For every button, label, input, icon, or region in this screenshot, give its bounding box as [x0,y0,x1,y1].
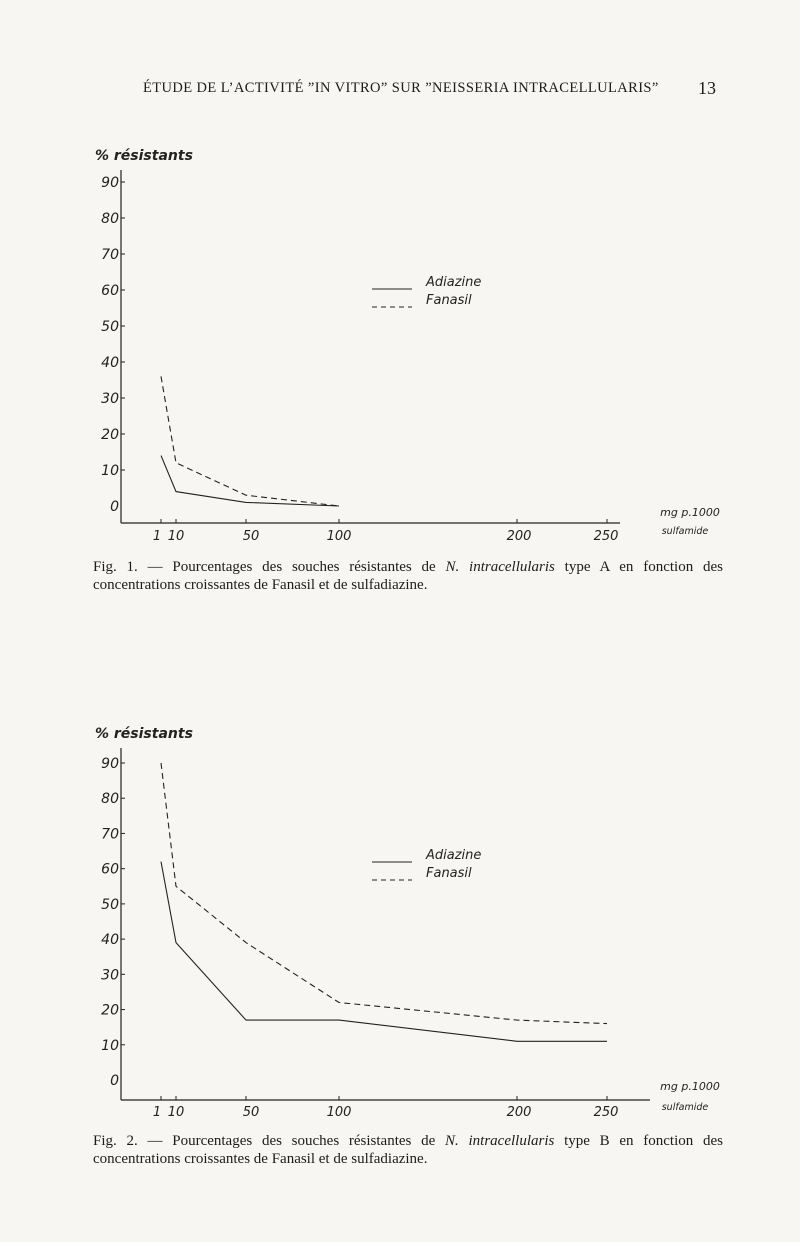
page-number: 13 [698,78,716,98]
figure-1-caption [93,558,723,594]
figure-2-caption [93,1132,723,1168]
x-axis-label: sulfamide [661,1102,709,1113]
y-tick-label: 90 [101,756,119,772]
y-tick-label: 80 [101,791,119,808]
species-name: N. intracellularis [445,559,555,575]
x-tick-label: 50 [242,1105,260,1120]
y-tick-label: 0 [110,1073,119,1089]
figure-1-chart [0,140,800,550]
y-tick-label: 40 [101,932,119,949]
x-tick-label: 1 [152,529,162,544]
caption-label: Fig. 2. [93,1133,138,1149]
x-tick-label: 10 [167,529,185,544]
y-tick-label: 80 [101,211,119,227]
y-tick-label: 60 [101,283,119,299]
caption-label: Fig. 1. [93,559,138,575]
y-tick-label: 70 [101,247,119,263]
x-tick-label: 250 [593,1105,619,1120]
x-tick-label: 10 [167,1105,185,1120]
legend-label-adiazine: Adiazine [426,275,482,290]
y-tick-label: 30 [101,967,119,984]
y-tick-label: 20 [101,1002,119,1019]
y-tick-label: 70 [101,826,119,843]
y-tick-label: 50 [101,319,119,335]
y-tick-label: 10 [101,463,119,479]
x-tick-label: 50 [242,529,260,544]
y-tick-label: 30 [101,391,119,407]
x-axis-unit-label: mg p.1000 [660,1080,720,1093]
running-title: ÉTUDE DE L’ACTIVITÉ ”IN VITRO” SUR ”NEISSERIA INTRACELLULARIS” [143,80,659,96]
legend-label-fanasil: Fanasil [426,293,472,308]
x-tick-label: 100 [326,529,352,544]
series-line-adiazine [161,456,339,506]
caption-text: Pourcentages des souches résistantes de [172,559,446,575]
y-tick-label: 10 [101,1037,119,1054]
caption-dash: — [137,1133,173,1149]
series-line-fanasil [161,376,339,506]
x-tick-label: 1 [152,1105,162,1120]
series-line-adiazine [161,862,607,1042]
caption-text-end: type B en fonction des concentrations croissantes de Fanasil et de sulfadiazine. [93,1133,723,1167]
caption-text-end: type A en fonction des concentrations croissantes de Fanasil et de sulfadiazine. [93,559,723,593]
y-tick-label: 0 [110,499,119,515]
x-tick-label: 200 [506,1105,532,1120]
x-axis-unit-label: mg p.1000 [660,506,720,519]
caption-dash: — [137,559,173,575]
y-axis-label: % résistants [95,726,193,742]
y-tick-label: 20 [101,427,119,443]
x-tick-label: 250 [593,529,619,544]
legend-label-fanasil: Fanasil [426,866,472,881]
x-axis-label: sulfamide [661,526,709,537]
series-line-fanasil [161,763,607,1024]
y-tick-label: 60 [101,861,119,878]
caption-text: Pourcentages des souches résistantes de [172,1133,446,1149]
x-tick-label: 100 [326,1105,352,1120]
legend-label-adiazine: Adiazine [426,848,482,863]
y-tick-label: 40 [101,355,119,371]
figure-2-chart [0,715,800,1125]
page-header [0,78,800,102]
x-tick-label: 200 [506,529,532,544]
species-name: N. intracellularis [445,1133,555,1149]
y-axis-label: % résistants [95,148,193,164]
y-tick-label: 90 [101,175,119,191]
y-tick-label: 50 [101,896,119,913]
